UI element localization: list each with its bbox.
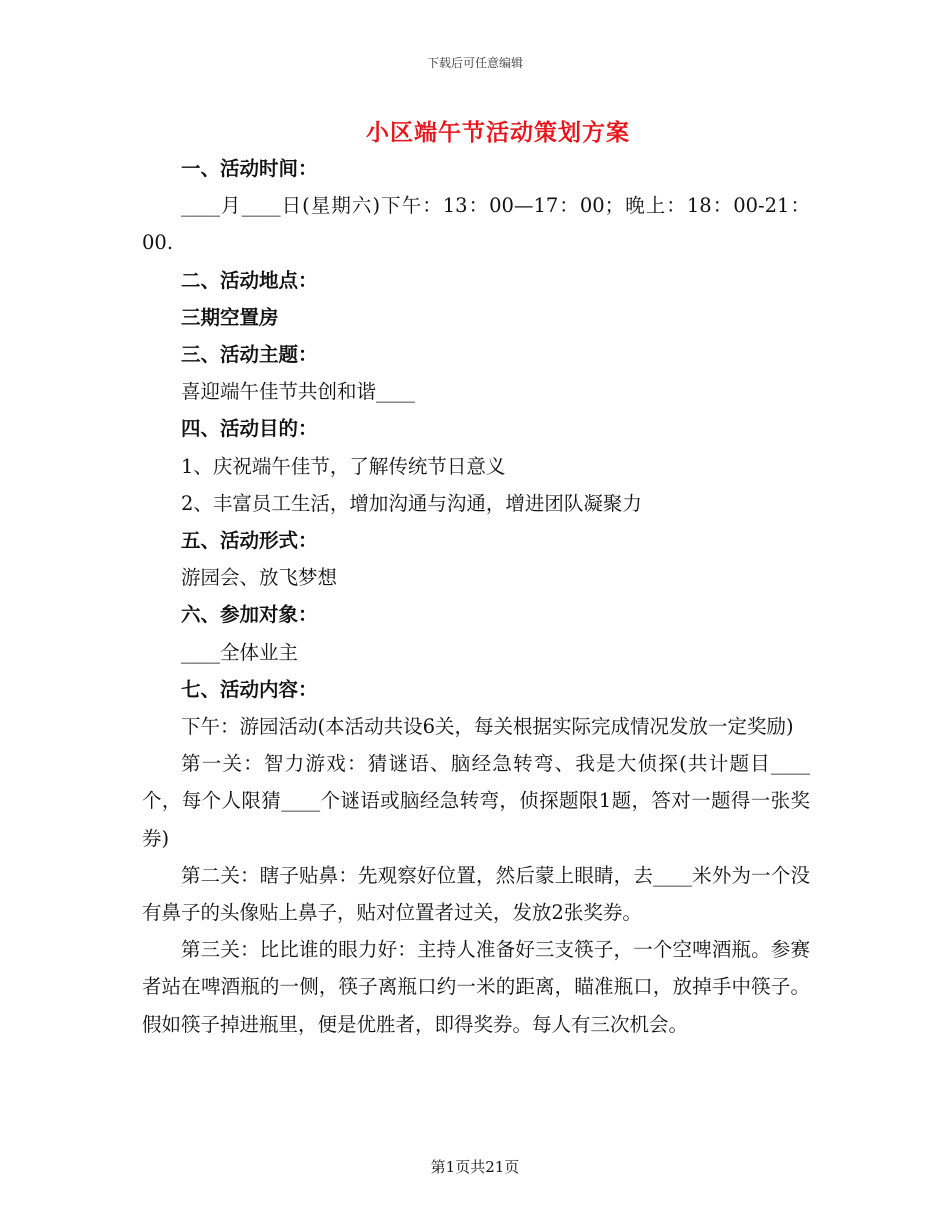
document-body	[142, 150, 810, 1043]
header-note: 下载后可任意编辑	[426, 56, 523, 70]
paragraph-level-2: 第二关：瞎子贴鼻：先观察好位置，然后蒙上眼睛，去____米外为一个没有鼻子的头像贴上鼻子，贴对位置者过关，发放2张奖券。	[142, 863, 810, 925]
paragraph-afternoon: 下午：游园活动(本活动共设6关，每关根据实际完成情况发放一定奖励)	[181, 715, 794, 739]
paragraph-purpose-1: 1、庆祝端午佳节，了解传统节日意义	[181, 454, 506, 478]
section-heading-location: 二、活动地点：	[181, 268, 318, 292]
section-heading-theme: 三、活动主题：	[181, 343, 318, 367]
section-heading-purpose: 四、活动目的：	[181, 417, 318, 441]
paragraph-location: 三期空置房	[181, 305, 279, 329]
paragraph-theme: 喜迎端午佳节共创和谐____	[181, 380, 416, 404]
section-heading-participants: 六、参加对象：	[181, 603, 318, 627]
paragraph-level-3: 第三关：比比谁的眼力好：主持人准备好三支筷子，一个空啤酒瓶。参赛者站在啤酒瓶的一侧，筷子离瓶口约一米的距离，瞄准瓶口，放掉手中筷子。假如筷子掉进瓶里，便是优胜者，即得奖券。每人有三次机会。	[142, 938, 810, 1036]
page-footer: 第1页共21页	[430, 1158, 520, 1176]
paragraph-format: 游园会、放飞梦想	[181, 566, 338, 590]
paragraph-participants: ____全体业主	[181, 640, 299, 664]
document-title: 小区端午节活动策划方案	[366, 119, 630, 146]
paragraph-purpose-2: 2、丰富员工生活，增加沟通与沟通，增进团队凝聚力	[181, 491, 642, 515]
paragraph-level-1: 第一关：智力游戏：猜谜语、脑经急转弯、我是大侦探(共计题目____个，每个人限猜____个谜语或脑经急转弯，侦探题限1题，答对一题得一张奖券)	[142, 752, 810, 850]
section-heading-content: 七、活动内容：	[181, 677, 318, 701]
section-heading-format: 五、活动形式：	[181, 529, 318, 553]
section-heading-time: 一、活动时间：	[181, 157, 318, 180]
paragraph-time: ____月____日(星期六)下午：13：00—17：00；晚上：18：00-21：00.	[142, 194, 810, 255]
